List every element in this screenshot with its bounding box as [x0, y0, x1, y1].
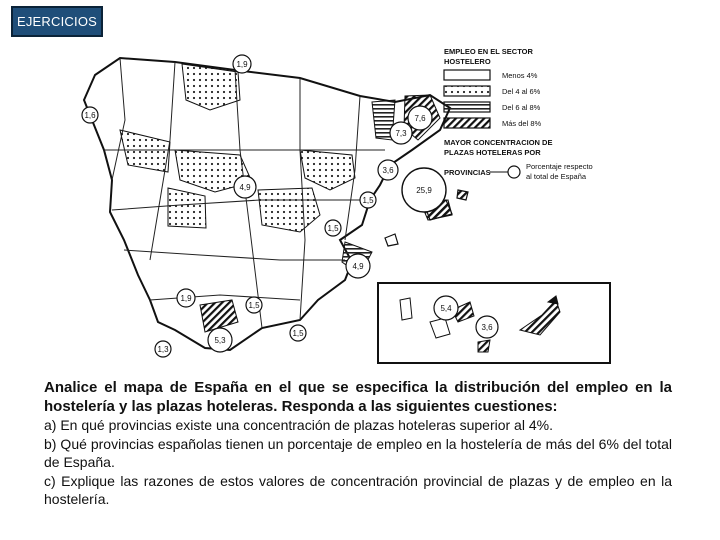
circle-label: 1,5: [248, 301, 260, 310]
legend-title-line1: EMPLEO EN EL SECTOR: [444, 47, 533, 56]
circle-label: 5,3: [214, 336, 226, 345]
legend-concentration-line1: MAYOR CONCENTRACION DE: [444, 138, 553, 147]
legend-swatch-lines: [444, 102, 490, 112]
circle-label: 1,5: [362, 196, 374, 205]
legend-circle-label-line1: Porcentaje respecto: [526, 162, 593, 171]
circle-label: 1,9: [236, 60, 248, 69]
ejercicios-badge: EJERCICIOS: [11, 6, 103, 37]
question-b: b) Qué provincias españolas tienen un porcentaje de empleo en la hostelería de más del 6% del total de España.: [44, 435, 672, 470]
legend-swatch-diagonal: [444, 118, 490, 128]
legend-concentration-line3: PROVINCIAS: [444, 168, 491, 177]
exercise-text: [44, 378, 672, 509]
legend-swatch-white: [444, 70, 490, 80]
legend-circle-sample: [508, 166, 520, 178]
exercise-intro: Analice el mapa de España en el que se especifica la distribución del empleo en la hostelería y las plazas hoteleras. Responda a las siguientes cuestiones:: [44, 379, 672, 415]
legend-label-3: Más del 8%: [502, 119, 542, 128]
question-c: c) Explique las razones de estos valores de concentración provincial de plazas y de empleo en la hostelería.: [44, 472, 672, 507]
legend-label-1: Del 4 al 6%: [502, 87, 541, 96]
circle-label: 3,6: [481, 323, 493, 332]
legend-label-0: Menos 4%: [502, 71, 538, 80]
circle-label: 1,3: [157, 345, 169, 354]
circle-label: 4,9: [239, 183, 251, 192]
circle-label: 5,4: [440, 304, 452, 313]
circle-label: 4,9: [352, 262, 364, 271]
legend-swatch-dots: [444, 86, 490, 96]
map-legend: [444, 47, 593, 181]
circle-label: 1,5: [292, 329, 304, 338]
legend-circle-label-line2: al total de España: [526, 172, 587, 181]
legend-concentration-line2: PLAZAS HOTELERAS POR: [444, 148, 541, 157]
circle-label: 7,3: [395, 129, 407, 138]
circle-label: 25,9: [416, 186, 432, 195]
legend-label-2: Del 6 al 8%: [502, 103, 541, 112]
circle-label: 1,5: [327, 224, 339, 233]
circle-label: 1,9: [180, 294, 192, 303]
legend-title-line2: HOSTELERO: [444, 57, 491, 66]
circle-label: 1,6: [84, 111, 96, 120]
question-a: a) En qué provincias existe una concentración de plazas hoteleras superior al 4%.: [44, 417, 553, 433]
circle-label: 7,6: [414, 114, 426, 123]
circle-label: 3,6: [382, 166, 394, 175]
